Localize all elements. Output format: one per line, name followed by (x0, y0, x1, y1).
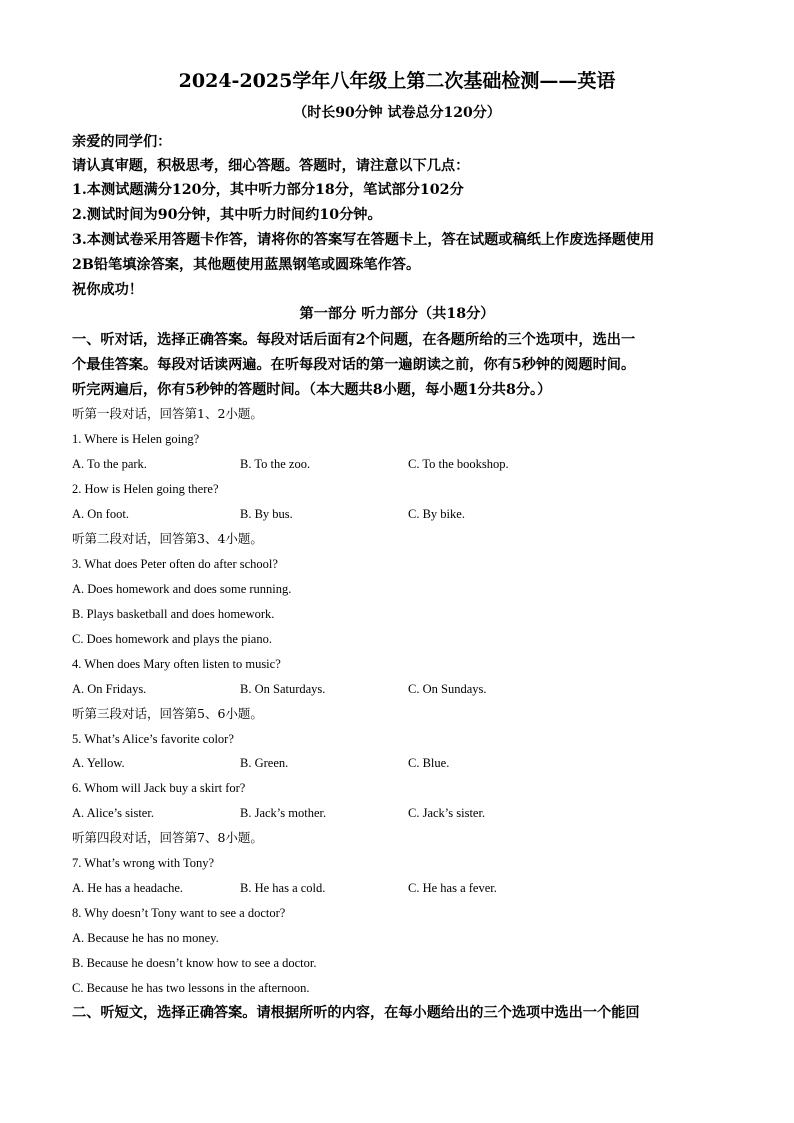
option-c[interactable]: C. By bike. (408, 507, 465, 521)
option-b[interactable]: B. Green. (240, 756, 289, 770)
option-a[interactable]: A. Does homework and does some running. (72, 582, 292, 596)
wish: 祝你成功！ (72, 282, 143, 298)
option-b[interactable]: B. Because he doesn’t know how to see a doctor. (72, 956, 317, 970)
dialogue-3-prompt: 听第三段对话，回答第5、6小题。 (72, 706, 263, 721)
section-2-instruction-line-1: 二、听短文，选择正确答案。请根据所听的内容，在每小题给出的三个选项中选出一个能回 (72, 1005, 640, 1021)
option-c[interactable]: C. Blue. (408, 756, 450, 770)
option-c[interactable]: C. Does homework and plays the piano. (72, 632, 272, 646)
option-a[interactable]: A. Yellow. (72, 756, 125, 770)
option-c[interactable]: C. He has a fever. (408, 881, 497, 895)
question-6: 6. Whom will Jack buy a skirt for? (72, 781, 246, 795)
option-a[interactable]: A. On Fridays. (72, 682, 147, 696)
question-2: 2. How is Helen going there? (72, 482, 219, 496)
dialogue-1-prompt: 听第一段对话，回答第1、2小题。 (72, 406, 263, 421)
instruction: 请认真审题，积极思考，细心答题。答题时，请注意以下几点： (72, 158, 470, 174)
question-3: 3. What does Peter often do after school? (72, 557, 278, 571)
question-8: 8. Why doesn’t Tony want to see a doctor? (72, 906, 286, 920)
section-1-instruction-line-1: 一、听对话，选择正确答案。每段对话后面有2个问题，在各题所给的三个选项中，选出一 (72, 332, 636, 348)
note-3-line-2: 2B铅笔填涂答案，其他题使用蓝黑钢笔或圆珠笔作答。 (72, 257, 421, 273)
question-7-options (72, 879, 732, 897)
note-2: 2.测试时间为90分钟，其中听力时间约10分钟。 (72, 207, 382, 223)
option-b[interactable]: B. He has a cold. (240, 881, 326, 895)
option-a[interactable]: A. On foot. (72, 507, 129, 521)
option-a[interactable]: A. He has a headache. (72, 881, 184, 895)
question-6-options (72, 804, 732, 822)
question-7: 7. What’s wrong with Tony? (72, 856, 215, 870)
question-4: 4. When does Mary often listen to music? (72, 657, 281, 671)
dialogue-2-prompt: 听第二段对话，回答第3、4小题。 (72, 531, 263, 546)
option-b[interactable]: B. Plays basketball and does homework. (72, 607, 275, 621)
question-1-options (72, 455, 732, 473)
question-2-options (72, 505, 732, 523)
part-1-heading: 第一部分 听力部分（共18分） (299, 306, 495, 322)
exam-duration-subtitle: （时长90分钟 试卷总分120分） (293, 105, 501, 121)
option-a[interactable]: A. To the park. (72, 457, 147, 471)
option-a[interactable]: A. Because he has no money. (72, 931, 219, 945)
greeting: 亲爱的同学们： (72, 134, 172, 150)
option-b[interactable]: B. By bus. (240, 507, 293, 521)
option-c[interactable]: C. Jack’s sister. (408, 806, 486, 820)
option-c[interactable]: C. To the bookshop. (408, 457, 509, 471)
option-c[interactable]: C. On Sundays. (408, 682, 487, 696)
option-b[interactable]: B. Jack’s mother. (240, 806, 327, 820)
question-5-options (72, 754, 732, 772)
note-3-line-1: 3.本测试卷采用答题卡作答，请将你的答案写在答题卡上，答在试题或稿纸上作废选择题使用 (72, 232, 655, 248)
option-a[interactable]: A. Alice’s sister. (72, 806, 154, 820)
section-1-instruction-line-3: 听完两遍后，你有5秒钟的答题时间。（本大题共8小题，每小题1分共8分。） (72, 382, 552, 398)
option-c[interactable]: C. Because he has two lessons in the afternoon. (72, 981, 310, 995)
section-1-instruction-line-2: 个最佳答案。每段对话读两遍。在听每段对话的第一遍朗读之前，你有5秒钟的阅题时间。 (72, 357, 636, 373)
note-1: 1.本测试题满分120分，其中听力部分18分，笔试部分102分 (72, 182, 464, 198)
question-4-options (72, 680, 732, 698)
page-title: 2024-2025学年八年级上第二次基础检测——英语 (178, 70, 616, 92)
option-b[interactable]: B. On Saturdays. (240, 682, 326, 696)
question-5: 5. What’s Alice’s favorite color? (72, 732, 234, 746)
dialogue-4-prompt: 听第四段对话，回答第7、8小题。 (72, 830, 263, 845)
question-1: 1. Where is Helen going? (72, 432, 200, 446)
option-b[interactable]: B. To the zoo. (240, 457, 311, 471)
